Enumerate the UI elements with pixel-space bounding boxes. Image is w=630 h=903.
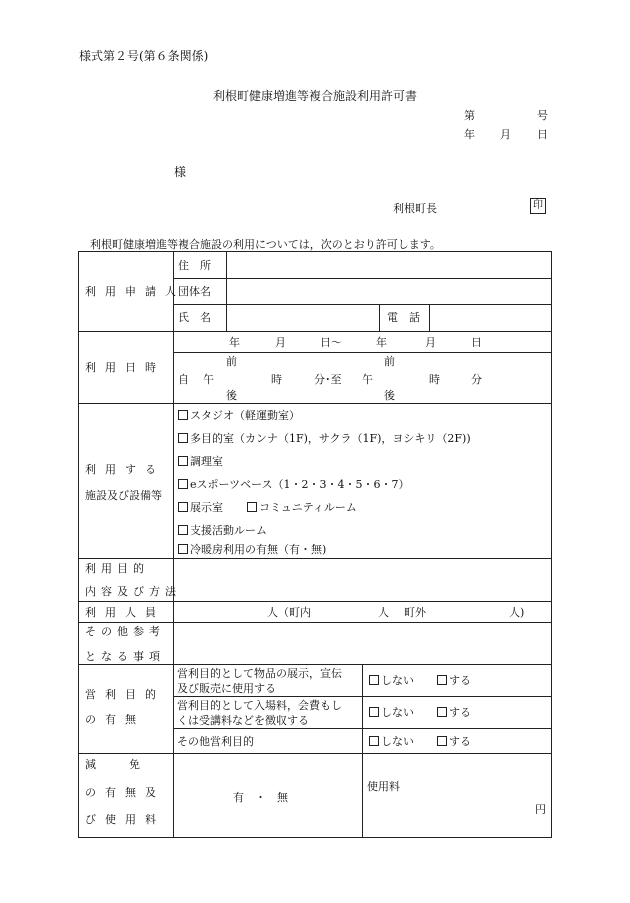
checkbox-icon — [369, 707, 379, 717]
from-label: 自 — [178, 373, 189, 386]
commercial-row1-yes[interactable]: する — [437, 674, 471, 687]
end-min: 分 — [471, 373, 482, 386]
applicant-label: 利用申請人 — [85, 285, 185, 298]
date-year: 年 — [464, 128, 475, 141]
people-label: 利用人員 — [85, 606, 165, 619]
people-total: 人（町内 — [267, 606, 311, 619]
end-hour: 時 — [429, 373, 440, 386]
end-day: 日 — [471, 336, 482, 349]
fee-label: 使用料 — [367, 780, 400, 793]
facility-label-1: 利用する — [85, 463, 165, 476]
date-month: 月 — [500, 128, 511, 141]
other-label-2: となる事項 — [85, 650, 165, 663]
start-min-to: 分･至 — [314, 373, 342, 386]
end-pm-mark: 後 — [384, 389, 395, 402]
start-year: 年 — [229, 336, 240, 349]
checkbox-icon — [178, 502, 188, 512]
addressee-suffix: 様 — [174, 165, 187, 179]
facility-option-multipurpose[interactable]: 多目的室（カンナ（1F)，サクラ（1F)，ヨシキリ（2F)) — [178, 432, 471, 445]
start-hour: 時 — [271, 373, 282, 386]
form-number: 様式第２号(第６条関係) — [79, 49, 209, 63]
facility-option-community[interactable]: コミュニティルーム — [247, 501, 357, 514]
start-pm-mark: 後 — [226, 389, 237, 402]
commercial-row2-no[interactable]: しない — [369, 706, 414, 719]
commercial-row3-desc1: その他営利目的 — [177, 735, 254, 748]
start-am-mark: 前 — [226, 355, 237, 368]
end-am-mark: 前 — [384, 355, 395, 368]
commercial-row1-desc1: 営利目的として物品の展示，宣伝 — [177, 667, 342, 680]
facility-label-2: 施設及び設備等 — [85, 489, 162, 502]
checkbox-icon — [369, 736, 379, 746]
datetime-label: 利用日時 — [85, 361, 165, 374]
checkbox-icon — [178, 544, 188, 554]
purpose-label-1: 利用目的 — [85, 562, 149, 575]
seal-mark: 印 — [530, 198, 546, 214]
people-outside: 人) — [509, 606, 525, 619]
date-day: 日 — [537, 128, 548, 141]
checkbox-icon — [178, 525, 188, 535]
facility-option-exhibition[interactable]: 展示室 — [178, 501, 223, 514]
exemption-choice: 有 ・ 無 — [233, 791, 288, 804]
exemption-label-2: の有無及 — [85, 786, 165, 799]
end-gozen: 午 — [362, 373, 373, 386]
end-month: 月 — [425, 336, 436, 349]
checkbox-icon — [437, 707, 447, 717]
purpose-label-2: 内容及び方法 — [85, 585, 181, 598]
commercial-row3-yes[interactable]: する — [437, 735, 471, 748]
end-year: 年 — [376, 336, 387, 349]
exemption-label-3: び使用料 — [85, 813, 165, 826]
commercial-label-1: 営利目的 — [85, 688, 165, 701]
checkbox-icon — [437, 736, 447, 746]
document-title: 利根町健康増進等複合施設利用許可書 — [213, 89, 418, 103]
intro-text: 利根町健康増進等複合施設の利用については，次のとおり許可します。 — [90, 238, 441, 251]
start-month: 月 — [275, 336, 286, 349]
permit-form-table — [78, 251, 552, 838]
checkbox-icon — [247, 502, 257, 512]
commercial-row2-desc1: 営利目的として入場料，会費もし — [177, 699, 342, 712]
facility-option-studio[interactable]: スタジオ（軽運動室） — [178, 409, 300, 422]
facility-option-aircon[interactable]: 冷暖房利用の有無（有・無) — [178, 543, 326, 556]
checkbox-icon — [178, 410, 188, 420]
phone-label: 電 話 — [387, 311, 420, 324]
exemption-label-1: 減 免 — [85, 758, 140, 771]
facility-option-support[interactable]: 支援活動ルーム — [178, 524, 267, 537]
yen-label: 円 — [535, 803, 546, 816]
facility-option-kitchen[interactable]: 調理室 — [178, 455, 223, 468]
start-day: 日～ — [320, 336, 342, 349]
doc-number-dai: 第 — [464, 109, 475, 122]
checkbox-icon — [437, 675, 447, 685]
facility-option-esports[interactable]: eスポーツベース（1・2・3・4・5・6・7） — [178, 478, 410, 491]
commercial-label-2: の有無 — [85, 713, 145, 726]
checkbox-icon — [178, 433, 188, 443]
commercial-row1-no[interactable]: しない — [369, 674, 414, 687]
commercial-row2-desc2: くは受講料などを徴収する — [177, 714, 309, 727]
doc-number-go: 号 — [537, 109, 548, 122]
group-name-label: 団体名 — [178, 285, 211, 298]
commercial-row2-yes[interactable]: する — [437, 706, 471, 719]
commercial-row3-no[interactable]: しない — [369, 735, 414, 748]
checkbox-icon — [178, 479, 188, 489]
other-label-1: その他参考 — [85, 625, 165, 638]
name-label: 氏 名 — [178, 311, 211, 324]
checkbox-icon — [178, 456, 188, 466]
checkbox-icon — [369, 675, 379, 685]
people-inside: 人 — [378, 606, 389, 619]
issuer: 利根町長 — [393, 202, 437, 215]
address-label: 住 所 — [178, 259, 211, 272]
people-outside-label: 町外 — [404, 606, 426, 619]
commercial-row1-desc2: 及び販売に使用する — [177, 682, 276, 695]
start-gozen: 午 — [203, 373, 214, 386]
